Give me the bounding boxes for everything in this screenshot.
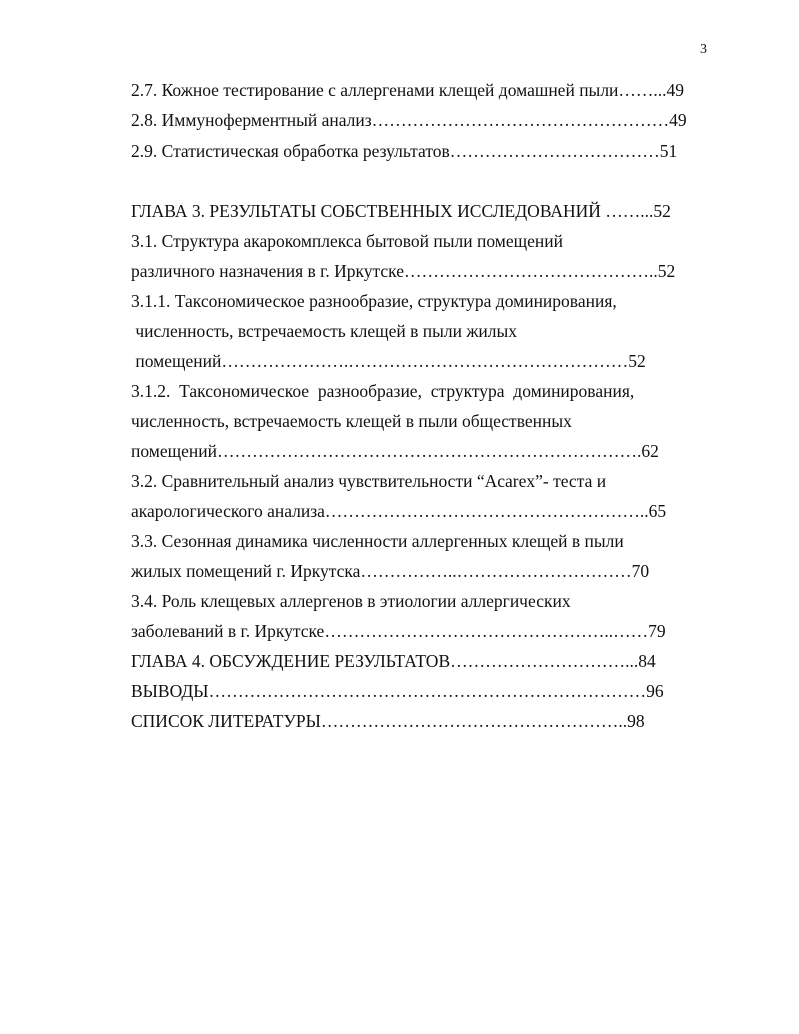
toc-line-3-1-b: различного назначения в г. Иркутске……………………………………..52 (131, 261, 676, 281)
toc-line-chapter-4: ГЛАВА 4. ОБСУЖДЕНИЕ РЕЗУЛЬТАТОВ…………………………...84 (131, 651, 656, 671)
toc-line-3-4-a: 3.4. Роль клещевых аллергенов в этиологии аллергических (131, 591, 571, 611)
toc-line-3-3-b: жилых помещений г. Иркутска……………..…………………………70 (131, 561, 650, 581)
toc-line-3-1-2-a: 3.1.2. Таксономическое разнообразие, структура доминирования, (131, 381, 635, 401)
toc-line-3-4-b: заболеваний в г. Иркутске…………………………………………..……79 (131, 621, 666, 641)
toc-line-references: СПИСОК ЛИТЕРАТУРЫ……………………………………………..98 (131, 711, 645, 731)
toc-line-2-9: 2.9. Статистическая обработка результатов………………………………51 (131, 141, 678, 161)
toc-line-3-1-2-b: численность, встречаемость клещей в пыли общественных (131, 411, 572, 431)
toc-line-2-8: 2.8. Иммуноферментный анализ……………………………………………49 (131, 110, 687, 130)
toc-line-3-2-b: акарологического анализа………………………………………………..65 (131, 501, 667, 521)
toc-line-3-1-1-a: 3.1.1. Таксономическое разнообразие, структура доминирования, (131, 291, 617, 311)
toc-line-3-2-a: 3.2. Сравнительный анализ чувствительности “Acarex”- теста и (131, 471, 607, 491)
toc-line-chapter-3: ГЛАВА 3. РЕЗУЛЬТАТЫ СОБСТВЕННЫХ ИССЛЕДОВАНИЙ ……...52 (131, 201, 671, 221)
toc-line-3-3-a: 3.3. Сезонная динамика численности аллергенных клещей в пыли (131, 531, 624, 551)
toc-line-conclusions: ВЫВОДЫ…………………………………………………………………96 (131, 681, 664, 701)
toc-line-2-7: 2.7. Кожное тестирование с аллергенами клещей домашней пыли……...49 (131, 80, 685, 100)
page-number: 3 (700, 42, 707, 57)
toc-line-3-1-1-c: помещений………………….…………………………………………52 (131, 351, 646, 371)
toc-line-3-1-a: 3.1. Структура акарокомплекса бытовой пыли помещений (131, 231, 563, 251)
toc-line-3-1-1-b: численность, встречаемость клещей в пыли жилых (131, 321, 518, 341)
toc-line-3-1-2-c: помещений……………………………………………………………….62 (131, 441, 659, 461)
